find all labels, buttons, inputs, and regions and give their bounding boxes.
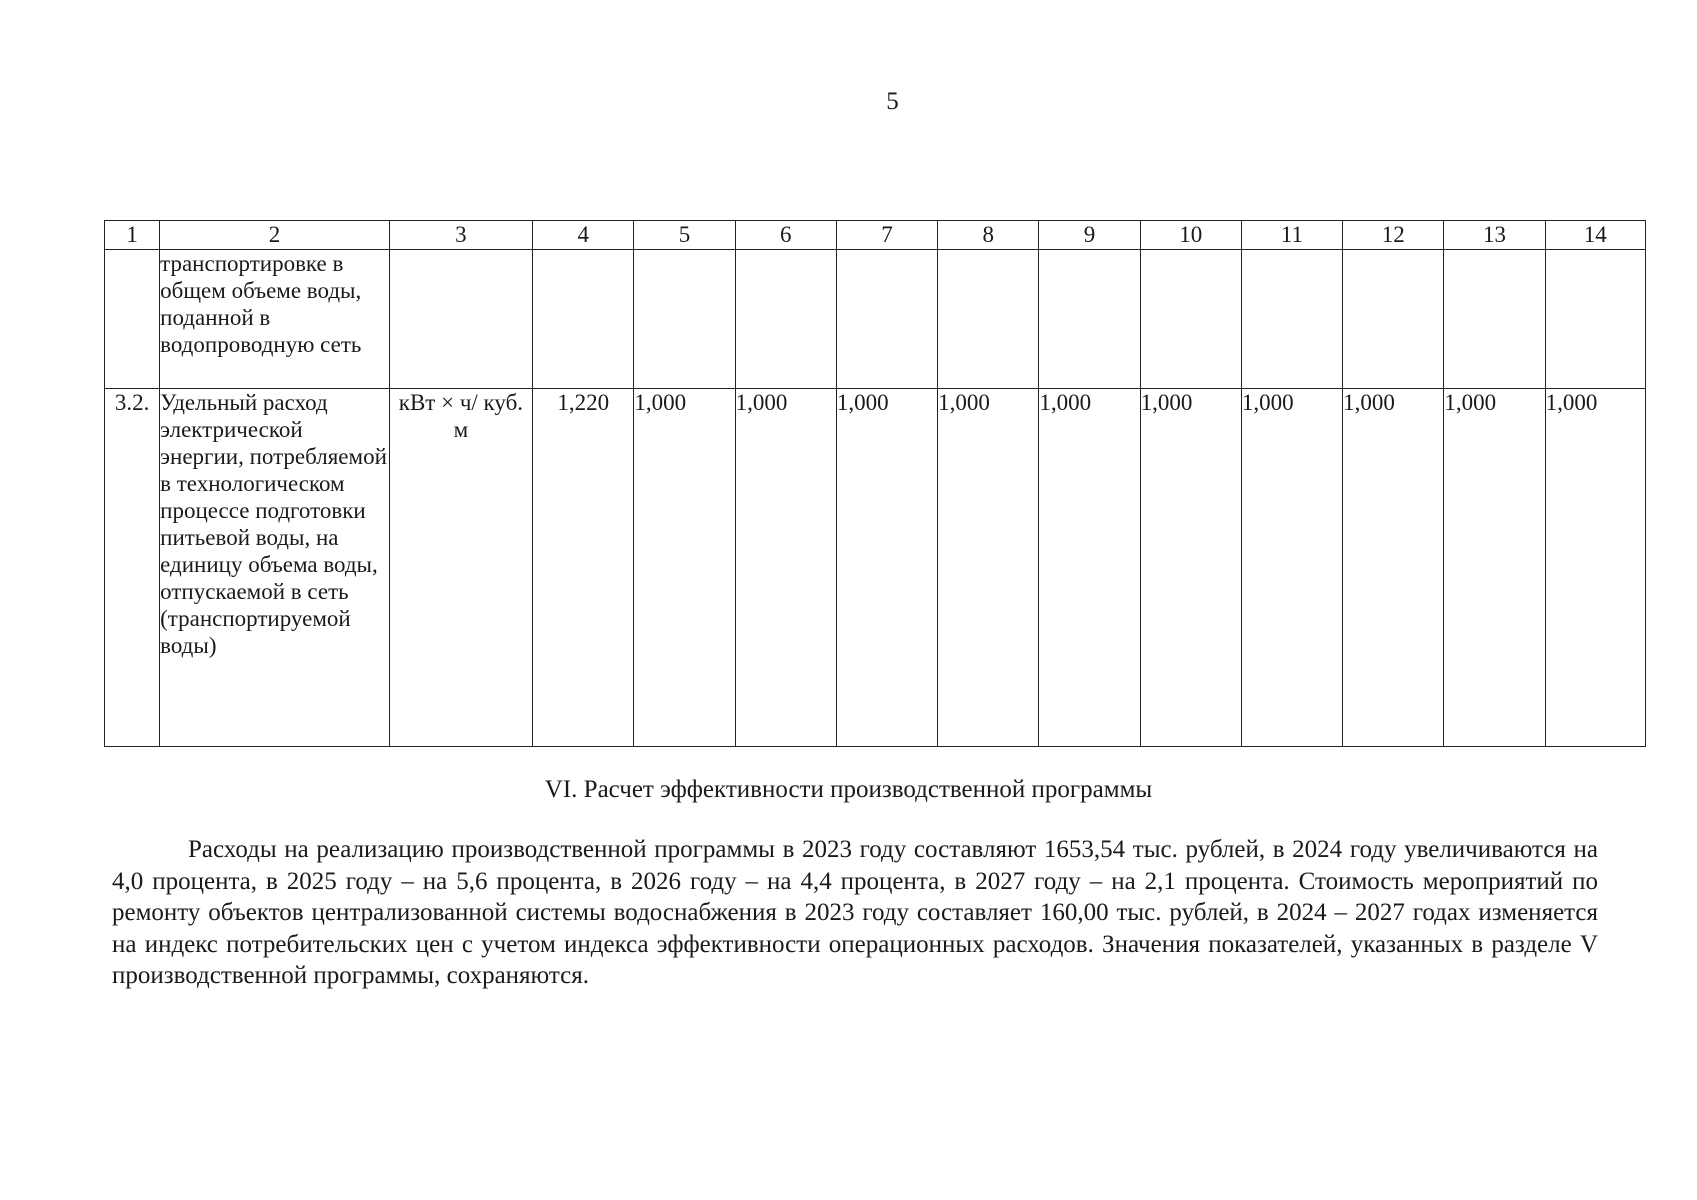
section-title: VI. Расчет эффективности производственной программы (544, 776, 1153, 803)
value-cell (533, 250, 634, 389)
header-cell: 5 (634, 221, 735, 250)
header-cell: 1 (105, 221, 160, 250)
header-cell: 9 (1039, 221, 1140, 250)
value-cell (1444, 250, 1545, 389)
value-cell: 1,000 (1545, 389, 1645, 747)
table-row (105, 250, 1646, 389)
header-cell: 6 (735, 221, 836, 250)
value-cell: 1,000 (1343, 389, 1444, 747)
header-cell: 11 (1241, 221, 1342, 250)
indicator-description: транспортировке в общем объеме воды, поданной в водопроводную сеть (160, 250, 390, 389)
row-number-cell: 3.2. (105, 389, 160, 747)
value-cell (1140, 250, 1241, 389)
header-cell: 7 (836, 221, 937, 250)
value-cell: 1,000 (836, 389, 937, 747)
value-cell (836, 250, 937, 389)
header-cell: 8 (938, 221, 1039, 250)
value-cell: 1,000 (1241, 389, 1342, 747)
table-header-row (105, 221, 1646, 250)
value-cell (938, 250, 1039, 389)
value-cell (634, 250, 735, 389)
value-cell: 1,000 (1140, 389, 1241, 747)
unit-cell (389, 250, 532, 389)
indicator-description: Удельный расход электрической энергии, потребляемой в технологическом процессе подготовки питьевой воды, на единицу объема воды, отпускаемой в сеть (транспортируемой воды) (160, 389, 390, 747)
indicators-table (104, 220, 1646, 747)
header-cell: 14 (1545, 221, 1645, 250)
header-cell: 3 (389, 221, 532, 250)
value-cell (735, 250, 836, 389)
value-cell: 1,220 (533, 389, 634, 747)
value-cell: 1,000 (735, 389, 836, 747)
header-cell: 2 (160, 221, 390, 250)
value-cell: 1,000 (634, 389, 735, 747)
page-number: 5 (886, 88, 899, 115)
unit-cell: кВт × ч/ куб. м (389, 389, 532, 747)
header-cell: 10 (1140, 221, 1241, 250)
value-cell: 1,000 (1039, 389, 1140, 747)
value-cell: 1,000 (938, 389, 1039, 747)
value-cell (1241, 250, 1342, 389)
header-cell: 13 (1444, 221, 1545, 250)
value-cell (1545, 250, 1645, 389)
row-number-cell (105, 250, 160, 389)
section-paragraph: Расходы на реализацию производственной программы в 2023 году составляют 1653,54 тыс. рублей, в 2024 году увеличиваются на 4,0 процента, в 2025 году – на 5,6 процента, в 2026 году – на 4,4 процента, в 2027 году – на 2,1 процента. Стоимость мероприятий по ремонту объектов централизованной системы водоснабжения в 2023 году составляет 160,00 тыс. рублей, в 2024 – 2027 годах изменяется на индекс потребительских цен с учетом индекса эффективности операционных расходов. Значения показателей, указанных в разделе V производственной программы, сохраняются. (112, 836, 1598, 989)
table-row (105, 389, 1646, 747)
header-cell: 4 (533, 221, 634, 250)
value-cell (1343, 250, 1444, 389)
value-cell (1039, 250, 1140, 389)
indicators-table-container (104, 220, 1646, 747)
value-cell: 1,000 (1444, 389, 1545, 747)
header-cell: 12 (1343, 221, 1444, 250)
